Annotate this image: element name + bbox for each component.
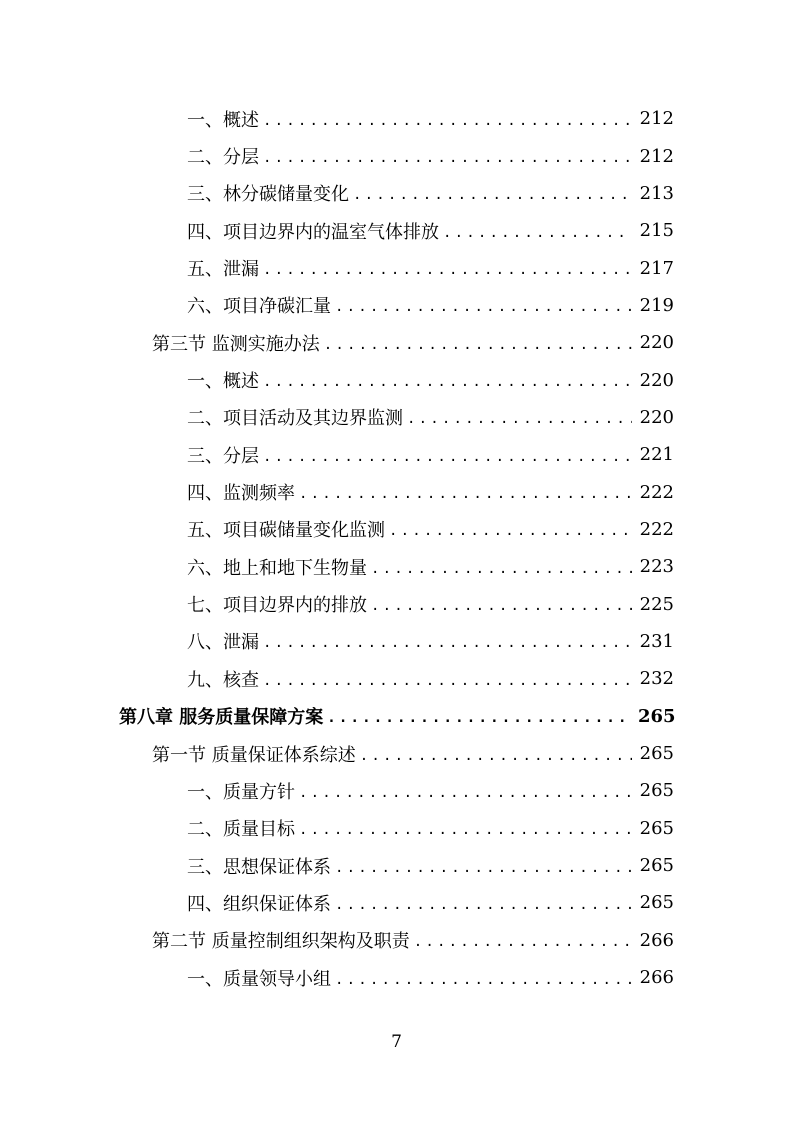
toc-entry[interactable] [0,548,793,585]
toc-entry[interactable] [0,884,793,921]
toc-entry-page: 232 [639,668,674,690]
table-of-contents [0,100,793,996]
toc-entry[interactable] [0,772,793,809]
toc-entry[interactable] [0,585,793,622]
toc-entry-title: 第八章 服务质量保障方案 [119,707,324,729]
dot-leader [407,411,632,427]
toc-entry-title: 三、分层 [187,445,259,467]
toc-entry[interactable] [0,623,793,660]
toc-entry-title: 第二节 质量控制组织架构及职责 [152,931,410,953]
toc-entry-title: 六、地上和地下生物量 [187,557,367,579]
toc-entry-title: 一、质量领导小组 [187,968,331,990]
toc-entry-page: 215 [639,220,674,242]
dot-leader [335,972,632,988]
dot-leader [327,710,632,726]
toc-entry-title: 五、项目碳储量变化监测 [187,520,385,542]
toc-entry-page: 225 [639,593,674,615]
toc-entry-page: 265 [639,743,674,765]
dot-leader [263,635,632,651]
toc-entry-title: 第一节 质量保证体系综述 [152,744,356,766]
dot-leader [371,598,632,614]
toc-entry-page: 265 [639,780,674,802]
toc-entry[interactable] [0,324,793,361]
toc-entry[interactable] [0,847,793,884]
toc-entry-title: 九、核查 [187,669,259,691]
dot-leader [353,187,632,203]
dot-leader [263,374,632,390]
toc-entry-title: 三、思想保证体系 [187,856,331,878]
toc-entry[interactable] [0,959,793,996]
toc-entry[interactable] [0,137,793,174]
toc-entry[interactable] [0,511,793,548]
toc-entry-page: 220 [639,369,674,391]
toc-entry[interactable] [0,249,793,286]
toc-entry[interactable] [0,175,793,212]
dot-leader [299,486,632,502]
toc-entry-page: 266 [639,929,674,951]
toc-entry-page: 265 [638,705,676,727]
dot-leader [324,337,632,353]
dot-leader [335,860,632,876]
toc-entry-title: 二、项目活动及其边界监测 [187,408,403,430]
dot-leader [299,785,632,801]
toc-entry[interactable] [0,100,793,137]
toc-entry-page: 212 [639,108,674,130]
toc-entry-page: 212 [639,145,674,167]
page-number: 7 [391,1032,402,1052]
toc-entry[interactable] [0,436,793,473]
toc-entry-title: 四、监测频率 [187,483,295,505]
toc-entry-title: 一、质量方针 [187,781,295,803]
toc-entry-title: 四、组织保证体系 [187,893,331,915]
toc-entry-title: 五、泄漏 [187,259,259,281]
dot-leader [389,523,632,539]
toc-entry-title: 二、质量目标 [187,819,295,841]
toc-entry[interactable] [0,735,793,772]
toc-entry-page: 231 [639,630,674,652]
dot-leader [263,449,632,465]
dot-leader [299,822,632,838]
toc-entry-page: 221 [639,444,674,466]
toc-entry-page: 265 [639,892,674,914]
toc-entry-page: 222 [639,518,674,540]
toc-entry-page: 220 [639,332,674,354]
toc-entry[interactable] [0,698,793,735]
toc-entry-page: 219 [639,294,674,316]
toc-entry-page: 265 [639,817,674,839]
toc-entry[interactable] [0,473,793,510]
toc-entry[interactable] [0,922,793,959]
toc-entry-page: 220 [639,406,674,428]
toc-entry-page: 223 [639,556,674,578]
toc-entry[interactable] [0,212,793,249]
toc-entry[interactable] [0,361,793,398]
toc-entry-page: 213 [639,182,674,204]
toc-entry[interactable] [0,810,793,847]
toc-entry-title: 三、林分碳储量变化 [187,184,349,206]
toc-entry-title: 七、项目边界内的排放 [187,595,367,617]
toc-entry-title: 四、项目边界内的温室气体排放 [187,221,439,243]
toc-entry-page: 217 [639,257,674,279]
dot-leader [360,748,632,764]
toc-entry-page: 266 [639,967,674,989]
dot-leader [335,299,632,315]
dot-leader [443,225,632,241]
dot-leader [371,561,632,577]
dot-leader [414,934,632,950]
toc-entry-page: 265 [639,855,674,877]
toc-entry-page: 222 [639,481,674,503]
toc-entry-title: 一、概述 [187,371,259,393]
toc-entry-title: 六、项目净碳汇量 [187,296,331,318]
toc-entry[interactable] [0,287,793,324]
dot-leader [263,262,632,278]
toc-entry-title: 一、概述 [187,109,259,131]
toc-entry[interactable] [0,660,793,697]
dot-leader [335,897,632,913]
toc-entry[interactable] [0,399,793,436]
dot-leader [263,673,632,689]
toc-entry-title: 二、分层 [187,147,259,169]
toc-entry-title: 第三节 监测实施办法 [152,333,320,355]
dot-leader [263,113,632,129]
dot-leader [263,150,632,166]
toc-entry-title: 八、泄漏 [187,632,259,654]
